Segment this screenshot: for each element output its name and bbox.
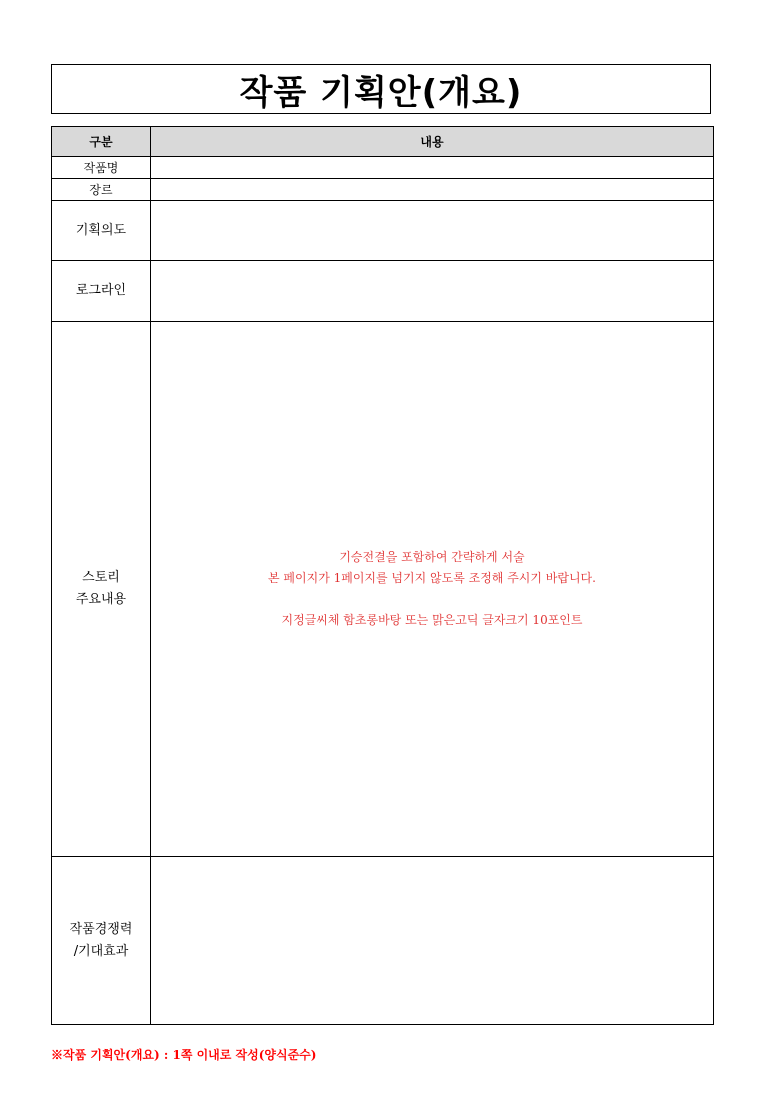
row-logline — [52, 261, 714, 322]
guide-line1: 기승전결을 포함하여 간략하게 서술 — [339, 550, 525, 564]
field-intent[interactable] — [151, 201, 714, 261]
header-row — [52, 127, 714, 157]
field-title[interactable] — [151, 157, 714, 179]
header-category: 구분 — [52, 127, 151, 157]
footnote: ※작품 기획안(개요) : 1쪽 이내로 작성(양식준수) — [51, 1048, 317, 1062]
plan-table — [51, 126, 714, 1025]
row-story — [52, 322, 714, 857]
guide-line3: 지정글씨체 함초롱바탕 또는 맑은고딕 글자크기 10포인트 — [281, 613, 583, 627]
document-title: 작품 기획안(개요) — [239, 72, 523, 113]
field-logline[interactable] — [151, 261, 714, 322]
label-intent: 기획의도 — [52, 201, 151, 261]
label-story-line2: 주요내용 — [75, 592, 127, 607]
label-competitiveness-line1: 작품경쟁력 — [69, 921, 133, 937]
guide-line2: 본 페이지가 1페이지를 넘기지 않도록 조정해 주시기 바랍니다. — [268, 571, 596, 585]
story-guide — [151, 547, 713, 631]
row-intent — [52, 201, 714, 261]
field-competitiveness[interactable] — [151, 857, 714, 1025]
label-competitiveness-line2: /기대효과 — [73, 943, 129, 959]
field-genre[interactable] — [151, 179, 714, 201]
label-logline: 로그라인 — [52, 261, 151, 322]
label-story-line1: 스토리 — [82, 570, 120, 585]
row-genre — [52, 179, 714, 201]
header-content: 내용 — [151, 127, 714, 157]
label-genre: 장르 — [52, 179, 151, 201]
label-story — [52, 322, 151, 857]
row-competitiveness — [52, 857, 714, 1025]
label-title: 작품명 — [52, 157, 151, 179]
title-box — [51, 64, 711, 114]
row-title — [52, 157, 714, 179]
label-competitiveness — [52, 857, 151, 1025]
field-story[interactable] — [151, 322, 714, 857]
